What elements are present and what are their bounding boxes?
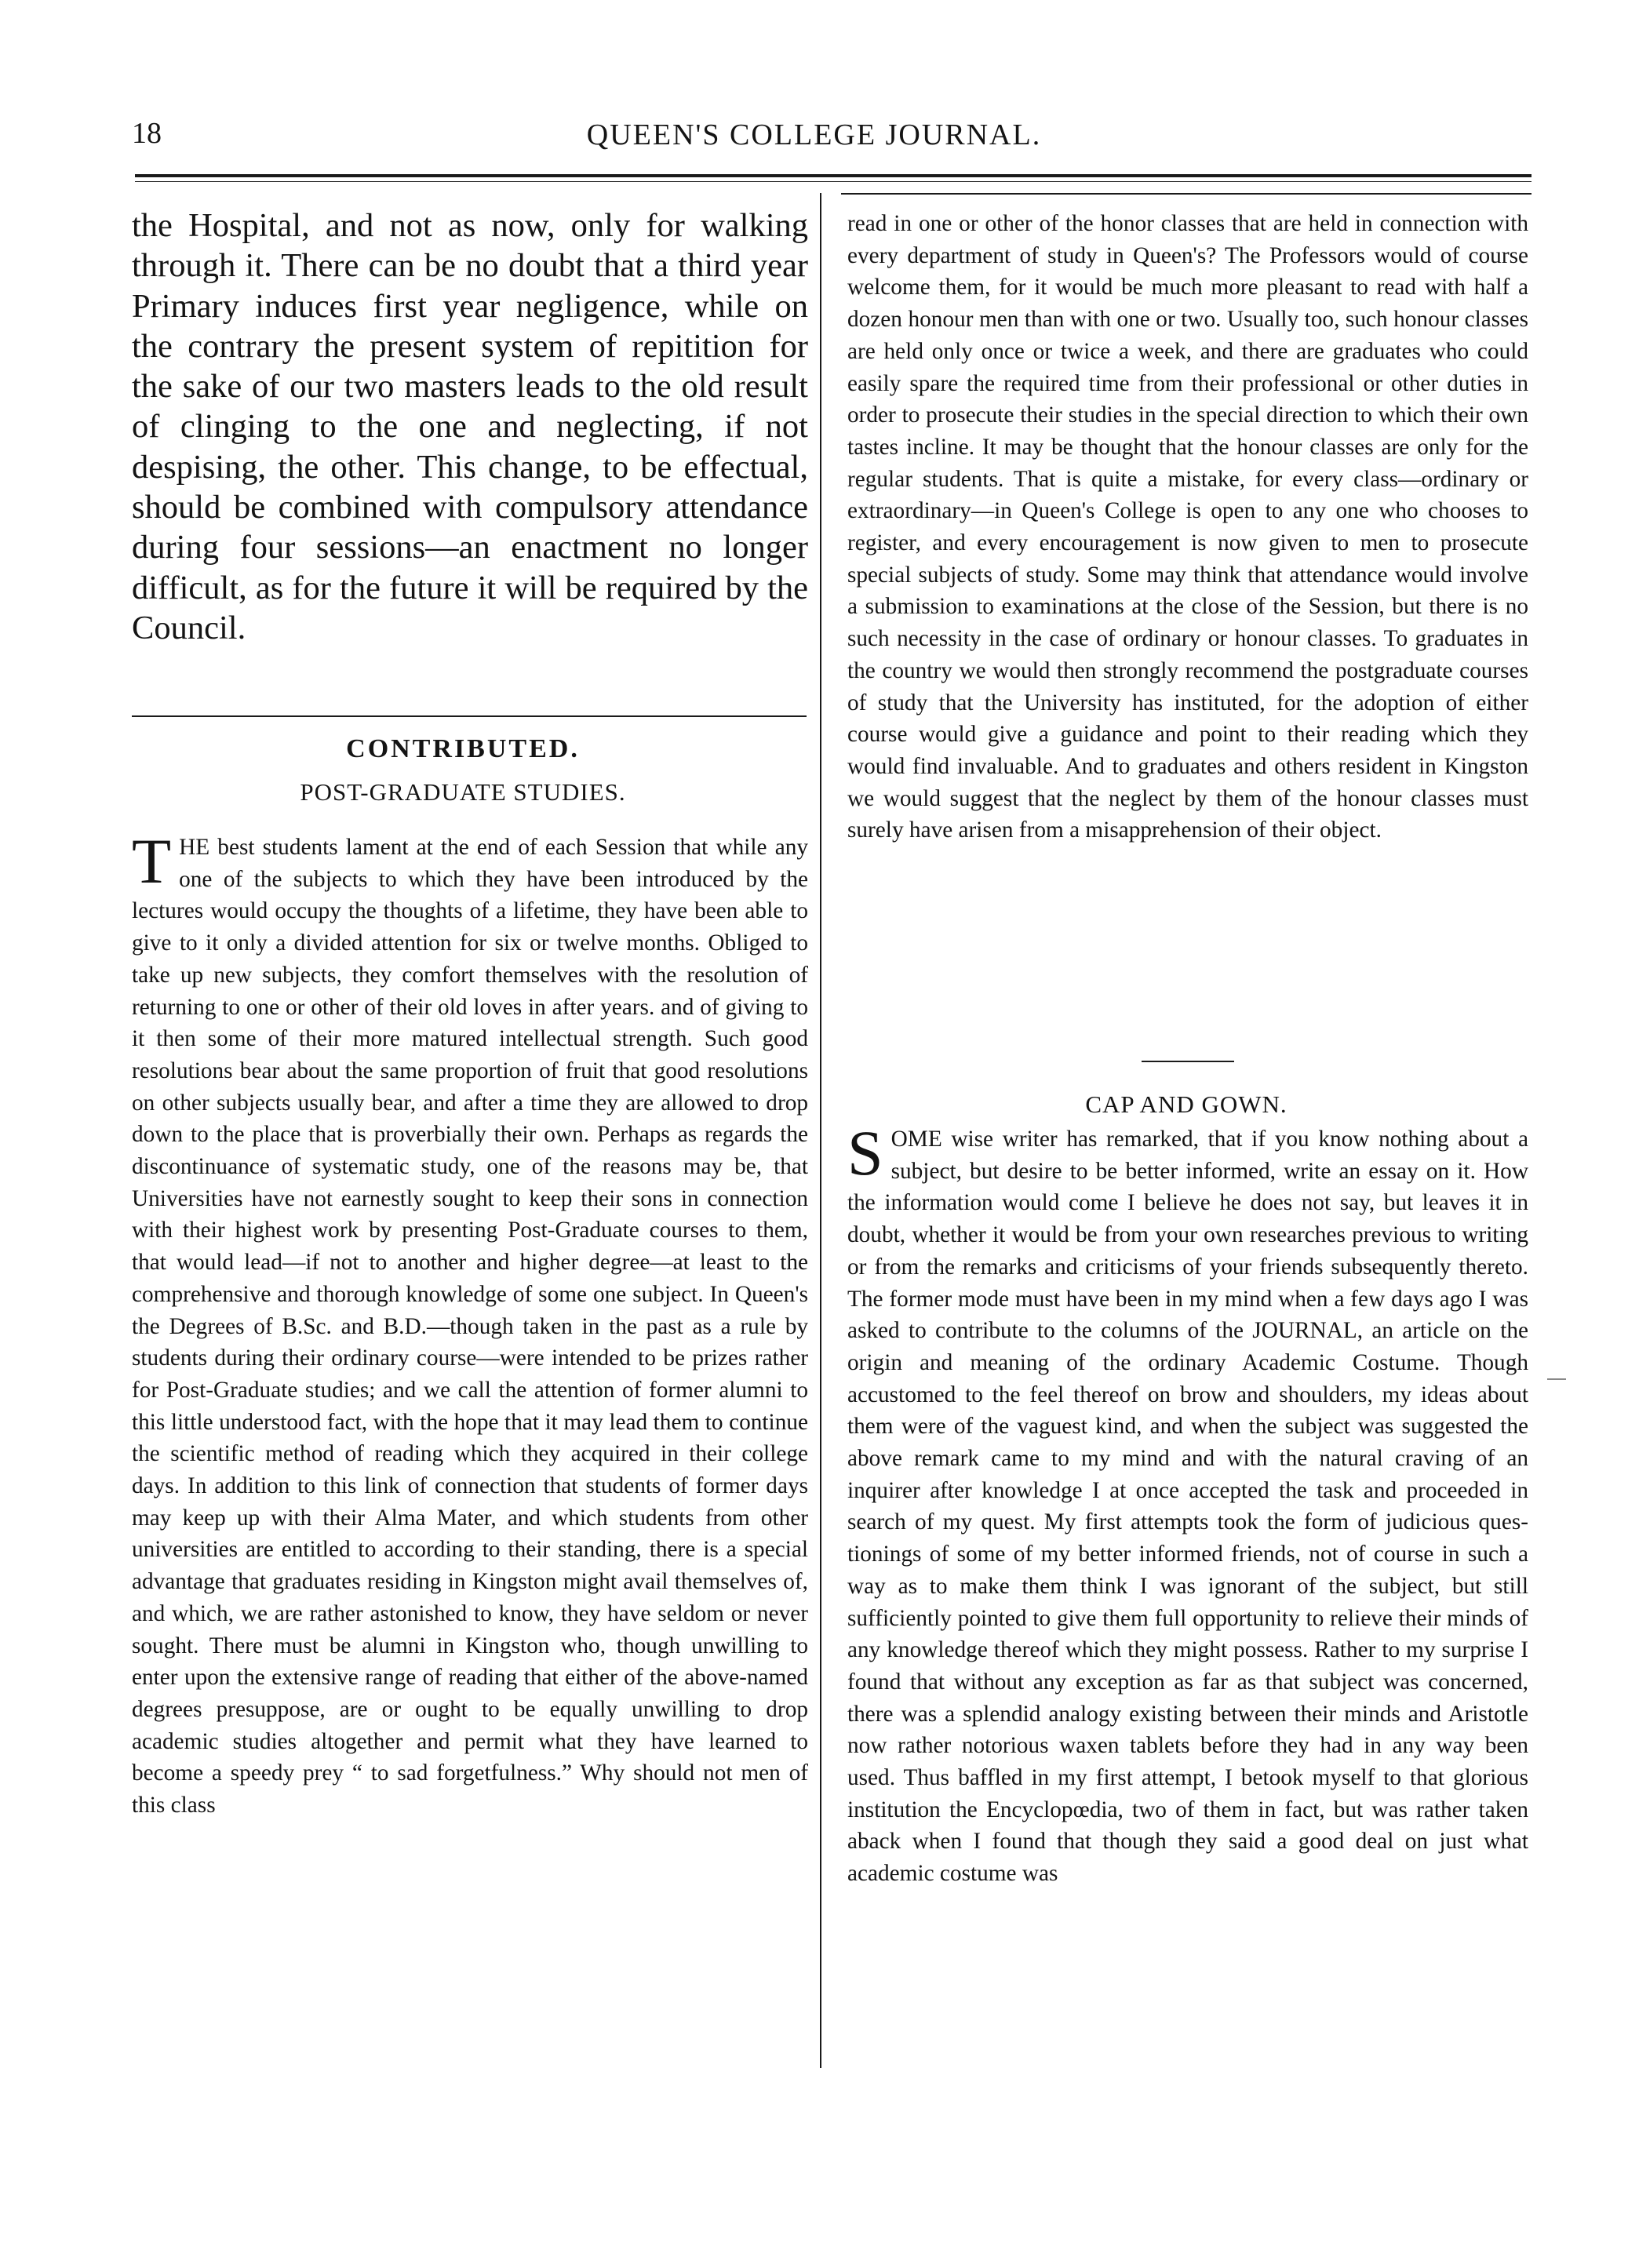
header-rule-thin — [135, 181, 1531, 182]
header-rule-thick — [135, 174, 1531, 177]
journal-title: QUEEN'S COLLEGE JOURNAL. — [586, 118, 1042, 151]
closing-paragraph: the Hospital, and not as now, only for walking through it. There can be no doubt that a third year Primary induces first year negligence, while on the contrary the present system of repitition for the sake of our two masters leads to the old result of clinging to the one and neglecting, if not despising, the other. This change, to be effectual, should be combined with compulsory attendance during four sessions—an enactment no longer difficult, as for the future it will be required by the Council. — [132, 207, 808, 646]
page-number: 18 — [132, 117, 162, 150]
right-article-body — [847, 1117, 1528, 1890]
right-column-continued-text — [847, 208, 1528, 846]
header-rule-right — [841, 193, 1531, 195]
article-paragraph: OME wise writer has remarked, that if you know nothing about a subject, but desire to be better informed, write an essay on it. How the information would come I believe he does not say, but leaves it in doubt, whether it would be from your own researches previous to writing or from the remarks and criticisms of your friends subsequently thereto. The former mode must have been in my mind when a few days ago I was asked to contribute to the columns of the JOURNAL, an article on the origin and meaning of the ordinary Academic Costume. Though accustomed to the feel thereof on brow and shoulders, my ideas about them were of the vaguest kind, and when the subject was suggested the above remark came to my mind and with the natural craving of an inquirer after knowledge I at once accepted the task and proceeded in search of my quest. My first attempts took the form of judicious questionings of some of my better informed friends, not of course in such a way as to make them think I was ignorant of the subject, but still sufficiently pointed to give them full opportunity to relieve their minds of any knowledge thereof which they might possess. Rather to my surprise I found that without any exception as far as that subject was concerned, there was a splendid analogy existing between their minds and Aristotle now rather notorious waxen tablets before they had in any way been used. Thus baffled in my first attempt, I betook myself to that glorious institution the Encyclopœdia, two of them in fact, but was rather taken aback when I found that though they said a good deal on just what academic costume was — [847, 1127, 1528, 1887]
drop-cap: T — [132, 825, 172, 897]
article-separator — [1142, 1061, 1234, 1062]
column-divider — [820, 193, 821, 2068]
left-article-body — [132, 825, 808, 1822]
left-column-top-text — [132, 206, 808, 648]
cap-and-gown-article-text — [847, 1117, 1528, 1890]
continued-paragraph: read in one or other of the honor classes that are held in connection with every department of study in Queen's? The Professors would of course welcome them, for it would be much more pleasant to read with half a dozen honour men than with one or two. Usually too, such honour classes are held only once or twice a week, and there are graduates who could easily spare the required time from their professional or other duties in order to prosecute their studies in the special direction to which their own tastes incline. It may be thought that the honour classes are only for the regular students. That is quite a mistake, for every class—ordinary or extraordinary—in Queen's College is open to any one who chooses to register, and every encouragement is now given to men to prosecute special subjects of study. Some may think that attendance would involve a submission to examinations at the close of the Session, but there is no such necessity in the case of ordinary or honour classes. To graduates in the country we would then strongly recommend the postgraduate courses of study that the University has instituted, for the adoption of either course would give a guidance and point to their reading which they would find invaluable. And to graduates and others resident in Kingston we would suggest that the neglect by them of the honour classes must surely have arisen from a misapprehension of their object. — [847, 211, 1528, 843]
section-heading: CONTRIBUTED. — [346, 734, 580, 763]
cap-and-gown-title: CAP AND GOWN. — [1085, 1090, 1287, 1118]
post-graduate-article-text — [132, 825, 808, 1822]
drop-cap: S — [847, 1117, 883, 1189]
article-title: POST-GRADUATE STUDIES. — [300, 778, 626, 806]
section-rule — [132, 715, 807, 717]
margin-mark — [1547, 1378, 1566, 1380]
article-paragraph: HE best students lament at the end of each Session that while any one of the subjects to which they have been introduced by the lectures would occupy the thoughts of a lifetime, they have been able to give to it only a divided attention for six or twelve months. Obliged to take up new subjects, they comfort themselves with the resolution of returning to one or other of their old loves in after years. and of giving to it then some of their more matured intellectual strength. Such good resolutions bear about the same proportion of fruit that good resolutions on other subjects usually bear, and after a time they are allowed to drop down to the place that is proverbially their own. Perhaps as regards the discontinuance of systematic study, one of the reasons may be, that Universities have not earnestly sought to keep their sons in connection with their highest work by presenting Post-Graduate courses to them, that would lead—if not to another and higher degree—at least to the comprehensive and thorough knowledge of some one subject. In Queen's the Degrees of B.Sc. and B.D.—though taken in the past as a rule by students during their ordinary course—were intended to be prizes rather for Post-Graduate studies; and we call the attention of former alumni to this little understood fact, with the hope that it may lead them to continue the scientific method of reading which they acquired in their college days. In addition to this link of connection that students of former days may keep up with their Alma Mater, and which students from other universities are entitled to according to their standing, there is a special advantage that graduates residing in Kingston might avail themselves of, and which, we are rather astonished to know, they have seldom or never sought. There must be alumni in Kingston who, though unwilling to enter upon the extensive range of reading that either of the above-named degrees presuppose, are or ought to be equally unwilling to drop academic studies altogether and permit what they have learned to become a speedy prey “ to sad forgetfulness.” Why should not men of this class — [132, 835, 808, 1818]
